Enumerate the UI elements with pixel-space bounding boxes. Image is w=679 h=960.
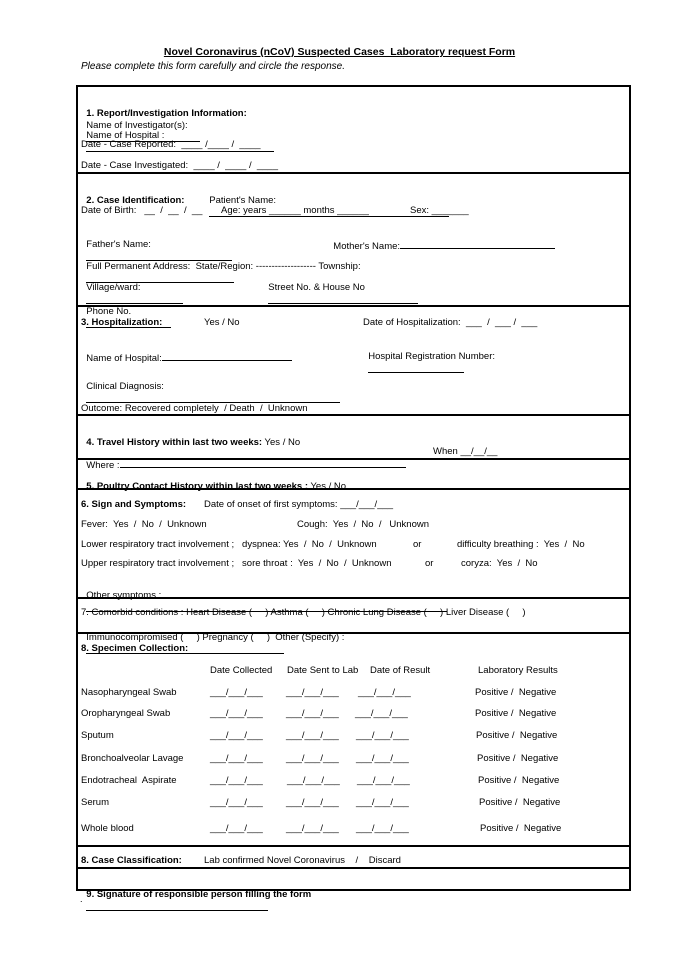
date-collected-field[interactable]: ___/___/___: [210, 753, 263, 764]
column-header: Date Collected: [210, 665, 273, 676]
dob-field[interactable]: Date of Birth: __ / __ / __: [81, 205, 203, 216]
result-options[interactable]: Positive / Negative: [476, 730, 558, 741]
date-sent-field[interactable]: ___/___/___: [286, 730, 339, 741]
poultry-yes-no[interactable]: Yes / No: [308, 481, 347, 492]
age-field[interactable]: Age: years ______ months ______: [221, 205, 369, 216]
form-instructions: Please complete this form carefully and circle the response.: [81, 61, 346, 72]
date-result-field[interactable]: ___/___/___: [356, 823, 409, 834]
father-name-label: Father's Name:: [86, 239, 151, 250]
section-5-heading: 5. Poultry Contact History within last two weeks :: [86, 481, 308, 492]
date-result-field[interactable]: ___/___/___: [356, 730, 409, 741]
specimen-name: Oropharyngeal Swab: [81, 708, 171, 719]
other-symptoms-label: Other symptoms :: [86, 590, 162, 601]
hospitalization-date[interactable]: Date of Hospitalization: ___ / ___ / ___: [363, 317, 538, 328]
date-sent-field[interactable]: ___/___/___: [286, 708, 339, 719]
comorbid-other-label[interactable]: Immunocompromised ( ) Pregnancy ( ) Other (Specify) :: [86, 632, 345, 643]
hospital-name-label: Name of Hospital:: [86, 353, 162, 364]
hospitalization-yes-no[interactable]: Yes / No: [204, 317, 240, 328]
street-field[interactable]: [268, 294, 418, 304]
specimen-name: Nasopharyngeal Swab: [81, 687, 177, 698]
stray-mark: .: [80, 894, 83, 904]
street-label: Street No. & House No: [268, 282, 365, 293]
onset-date[interactable]: Date of onset of first symptoms: ___/___/___: [204, 499, 394, 510]
village-label: Village/ward:: [86, 282, 141, 293]
section-divider: [76, 867, 631, 869]
hospital-name-field[interactable]: [162, 351, 292, 361]
section-3-heading: 3. Hospitalization:: [81, 317, 163, 328]
registration-field[interactable]: [368, 363, 464, 373]
comorbid-conditions[interactable]: 7. Comorbid conditions : Heart Disease ( ) Asthma ( ) Chronic Lung Disease ( ) Liver Disease ( ): [81, 607, 526, 618]
section-6-heading: 6. Sign and Symptoms:: [81, 499, 187, 510]
mother-name-field[interactable]: [400, 239, 555, 249]
mother-name-label: Mother's Name:: [333, 241, 401, 252]
date-collected-field[interactable]: ___/___/___: [210, 823, 263, 834]
column-header: Date of Result: [370, 665, 431, 676]
diagnosis-row: [81, 369, 340, 407]
specimen-name: Endotracheal Aspirate: [81, 775, 177, 786]
date-reported[interactable]: Date - Case Reported: ____ /____ / ____: [81, 139, 261, 150]
section-1-heading: 1. Report/Investigation Information:: [86, 108, 247, 119]
breathing-options[interactable]: difficulty breathing : Yes / No: [457, 539, 585, 550]
hospital-name-row: [81, 339, 292, 365]
date-result-field[interactable]: ___/___/___: [355, 708, 408, 719]
outcome-options[interactable]: Outcome: Recovered completely / Death / Unknown: [81, 403, 308, 414]
registration-row: [363, 339, 495, 377]
column-header: Laboratory Results: [478, 665, 558, 676]
coryza-options[interactable]: coryza: Yes / No: [461, 558, 538, 569]
diagnosis-field[interactable]: [86, 393, 340, 403]
or-label: or: [413, 539, 422, 550]
date-collected-field[interactable]: ___/___/___: [210, 708, 263, 719]
date-collected-field[interactable]: ___/___/___: [210, 797, 263, 808]
section-2-heading-row: [81, 183, 184, 207]
address-label: Full Permanent Address: State/Region: ------------------- Township:: [86, 261, 361, 272]
signature-heading: 9. Signature of responsible person filling the form: [86, 889, 312, 900]
where-field[interactable]: [120, 458, 406, 468]
signature-field[interactable]: [86, 901, 268, 911]
lower-respiratory-options[interactable]: Lower respiratory tract involvement ; dyspnea: Yes / No / Unknown: [81, 539, 377, 550]
result-options[interactable]: Positive / Negative: [475, 708, 557, 719]
result-options[interactable]: Positive / Negative: [475, 687, 557, 698]
poultry-row: [81, 469, 346, 493]
specimen-name: Whole blood: [81, 823, 134, 834]
patient-name-label: Patient's Name:: [209, 195, 277, 206]
sex-field[interactable]: Sex: _______: [410, 205, 469, 216]
section-8-heading: 8. Specimen Collection:: [81, 643, 189, 654]
date-collected-field[interactable]: ___/___/___: [210, 775, 263, 786]
travel-yes-no[interactable]: Yes / No: [262, 437, 301, 448]
date-collected-field[interactable]: ___/___/___: [210, 687, 263, 698]
cough-options[interactable]: Cough: Yes / No / Unknown: [297, 519, 430, 530]
or-label: or: [425, 558, 434, 569]
date-sent-field[interactable]: ___/___/___: [286, 753, 339, 764]
date-collected-field[interactable]: ___/___/___: [210, 730, 263, 741]
form-title: Novel Coronavirus (nCoV) Suspected Cases Laboratory request Form: [163, 46, 516, 58]
investigator-label: Name of Investigator(s):: [86, 120, 188, 131]
date-result-field[interactable]: ___/___/___: [358, 687, 411, 698]
when-field[interactable]: When __/__/__: [433, 446, 498, 457]
section-divider: [76, 172, 631, 174]
date-investigated[interactable]: Date - Case Investigated: ____ / ____ / ____: [81, 160, 278, 171]
specimen-name: Serum: [81, 797, 109, 808]
specimen-name: Bronchoalveolar Lavage: [81, 753, 184, 764]
specimen-name: Sputum: [81, 730, 114, 741]
upper-respiratory-options[interactable]: Upper respiratory tract involvement ; sore throat : Yes / No / Unknown: [81, 558, 392, 569]
result-options[interactable]: Positive / Negative: [478, 775, 560, 786]
diagnosis-label: Clinical Diagnosis:: [86, 381, 164, 392]
registration-label: Hospital Registration Number:: [368, 351, 496, 362]
date-sent-field[interactable]: ___/___/___: [287, 775, 340, 786]
mother-name-row: [328, 227, 555, 253]
date-result-field[interactable]: ___/___/___: [356, 797, 409, 808]
date-sent-field[interactable]: ___/___/___: [286, 823, 339, 834]
date-sent-field[interactable]: ___/___/___: [286, 687, 339, 698]
where-label: Where :: [86, 460, 120, 471]
date-result-field[interactable]: ___/___/___: [356, 753, 409, 764]
street-row: [263, 270, 418, 308]
fever-options[interactable]: Fever: Yes / No / Unknown: [81, 519, 207, 530]
section-4-heading: 4. Travel History within last two weeks:: [86, 437, 263, 448]
result-options[interactable]: Positive / Negative: [477, 753, 559, 764]
column-header: Date Sent to Lab: [287, 665, 359, 676]
date-sent-field[interactable]: ___/___/___: [286, 797, 339, 808]
date-result-field[interactable]: ___/___/___: [357, 775, 410, 786]
hospital-label: Name of Hospital :: [86, 130, 165, 141]
classification-options[interactable]: Lab confirmed Novel Coronavirus / Discard: [204, 855, 401, 866]
section-2-heading: 2. Case Identification:: [86, 195, 185, 206]
result-options[interactable]: Positive / Negative: [479, 797, 561, 808]
section-divider: [76, 845, 631, 847]
signature-row: [81, 877, 311, 915]
result-options[interactable]: Positive / Negative: [480, 823, 562, 834]
classification-heading: 8. Case Classification:: [81, 855, 182, 866]
phone-label: Phone No.: [86, 306, 132, 317]
